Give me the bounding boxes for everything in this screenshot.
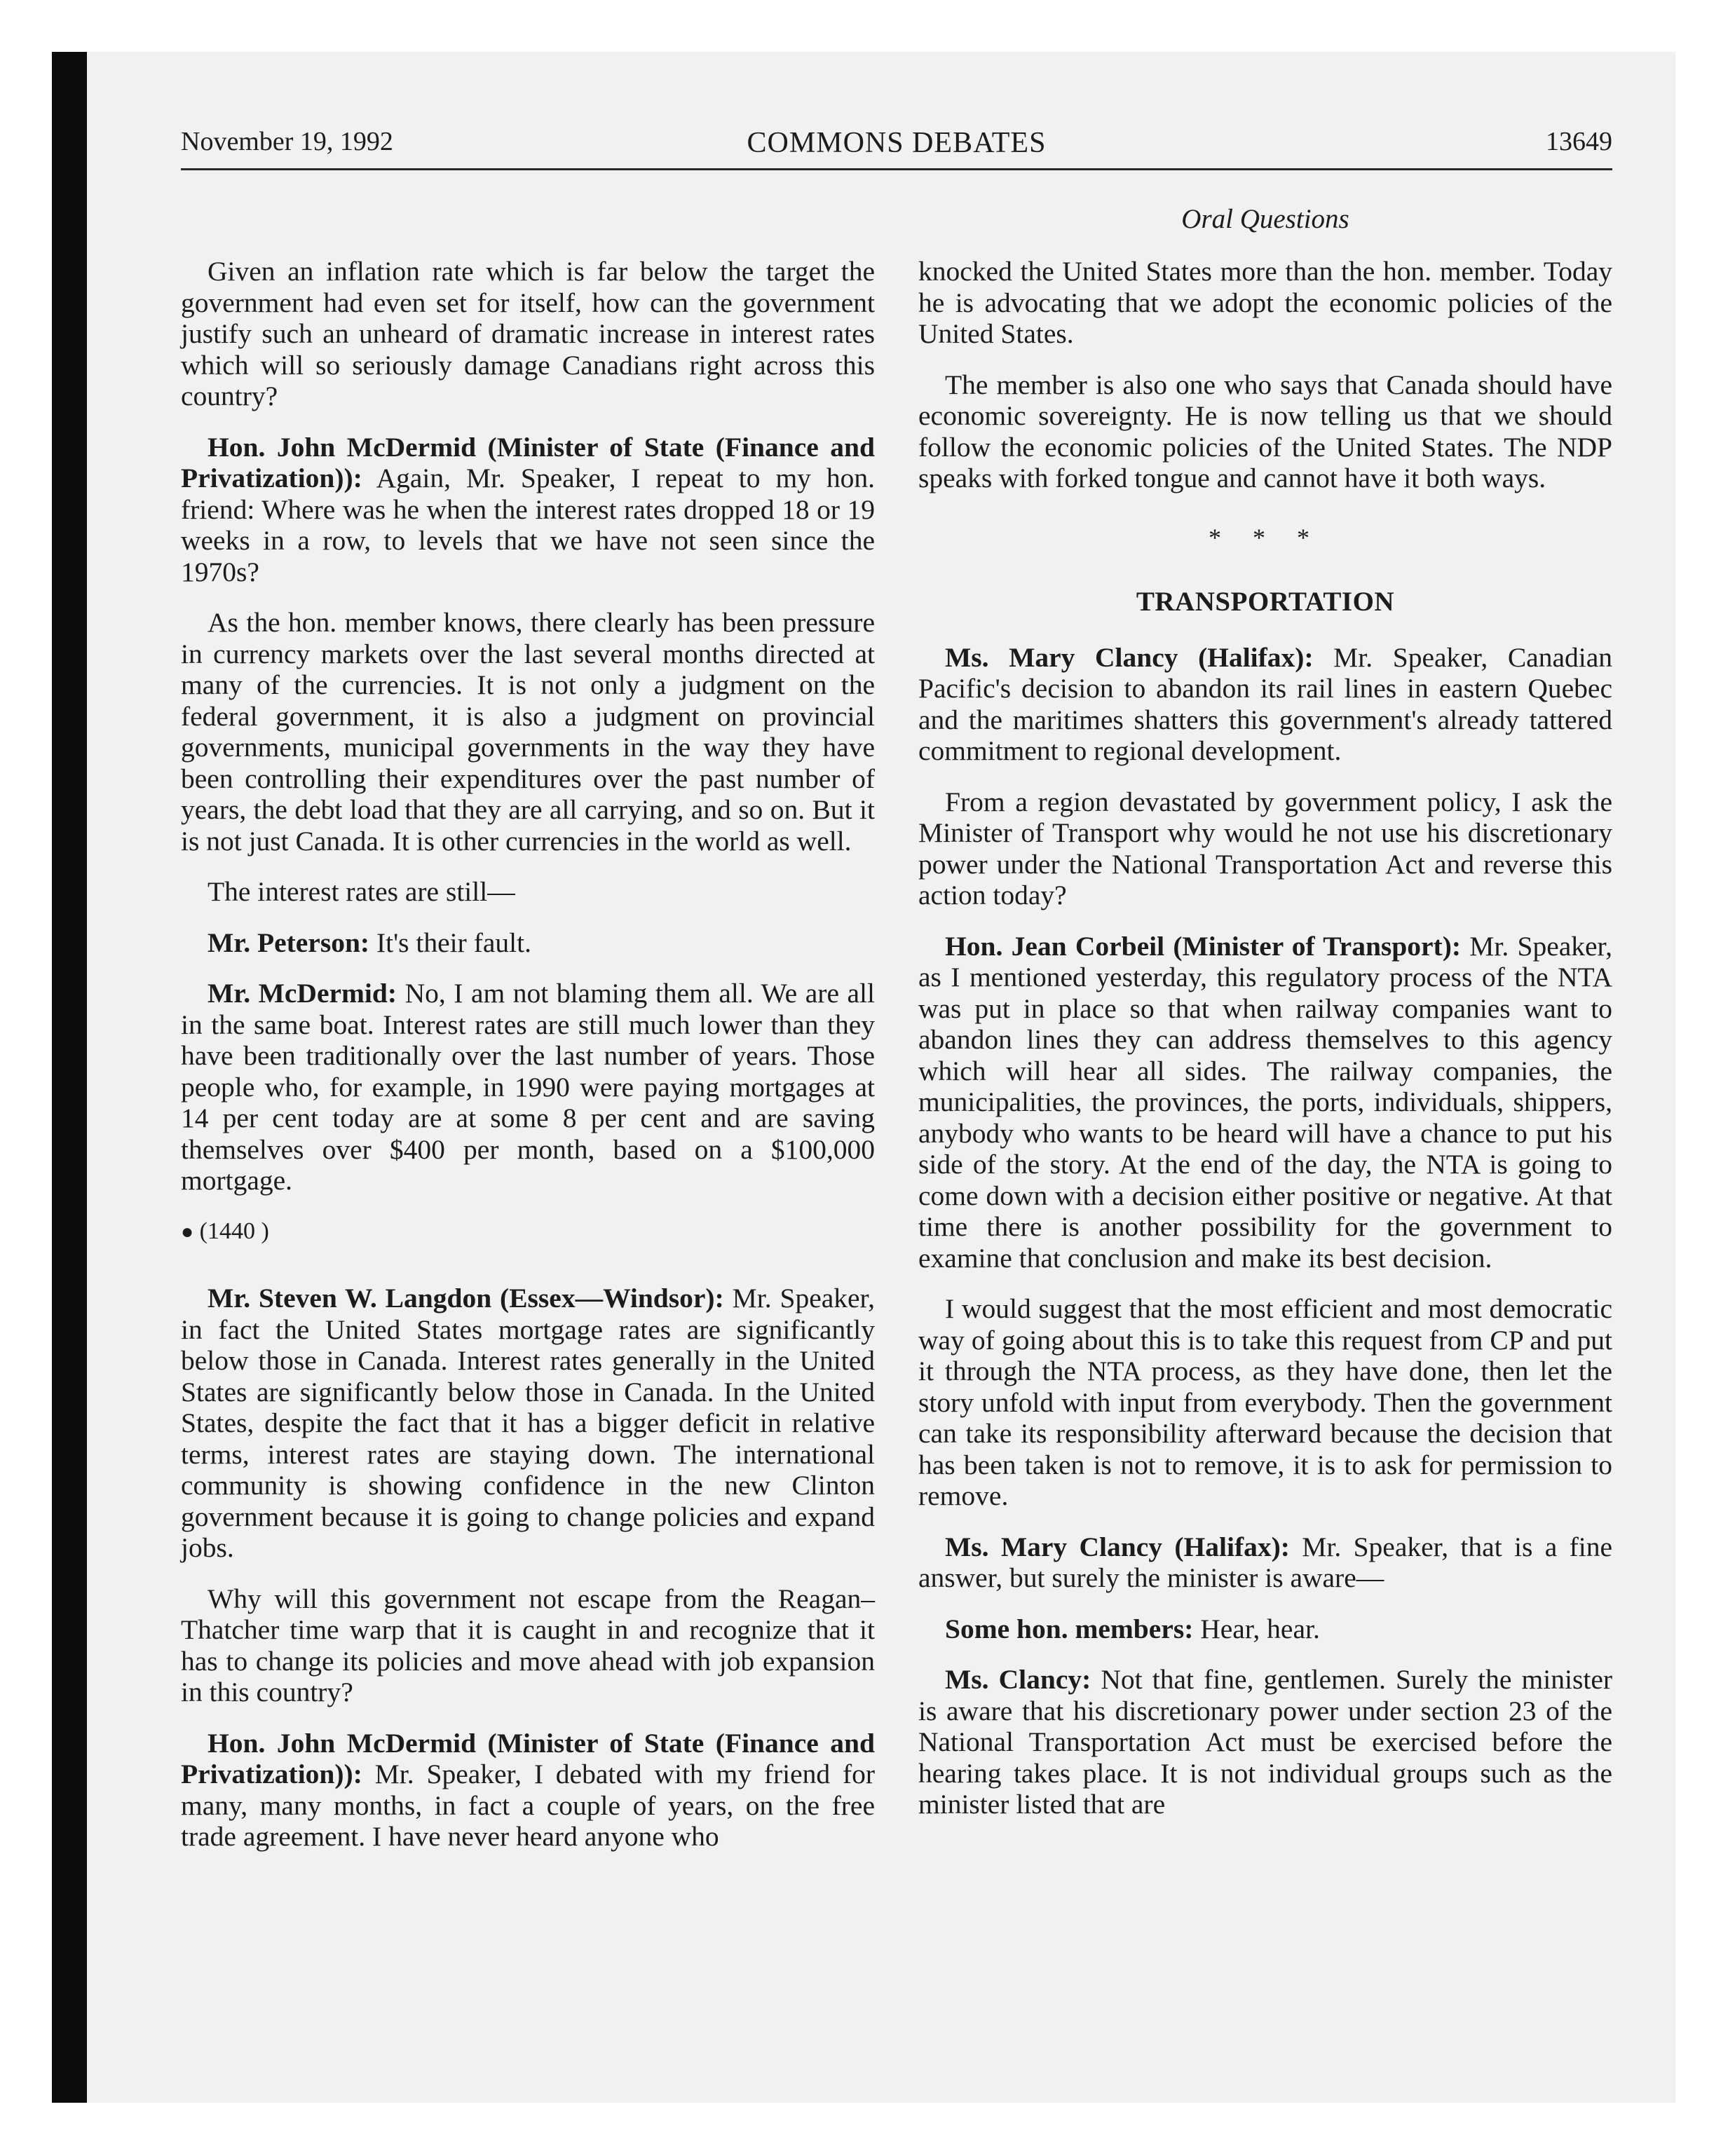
speech-text: Hear, hear. xyxy=(1193,1613,1320,1644)
paragraph: knocked the United States more than the hon. member. Today he is advocating that we adopt the economic policies of the United States. xyxy=(918,256,1612,349)
speech-text: Mr. Speaker, I debated with my friend for many, many months, in fact a couple of years, on the free trade agreement. I have never heard anyone who xyxy=(181,1759,875,1852)
header-page-number: 13649 xyxy=(1546,127,1612,156)
paragraph: From a region devastated by government policy, I ask the Minister of Transport why would he not use his discretionary power under the National Transportation Act and reverse this action today? xyxy=(918,786,1612,910)
speaker-name: Hon. Jean Corbeil (Minister of Transport): xyxy=(945,930,1462,962)
time-marker-text: (1440 ) xyxy=(199,1217,269,1244)
page-header xyxy=(181,126,1612,168)
speaker-name: Ms. Clancy: xyxy=(945,1664,1091,1695)
paragraph: Given an inflation rate which is far below the target the government had even set for itself, how can the government justify such an unheard of dramatic increase in interest rates which will so seriously damage Canadians right across this country? xyxy=(181,256,875,411)
paragraph: As the hon. member knows, there clearly has been pressure in currency markets over the last several months directed at many of the currencies. It is not only a judgment on the federal government, it is also a judgment on provincial governments, municipal governments in the way they have been controlling their expenditures over the past number of years, the debt load that they are all carrying, and so on. But it is not just Canada. It is other currencies in the world as well. xyxy=(181,607,875,857)
left-column xyxy=(181,256,875,1872)
bullet-icon: ● xyxy=(181,1220,194,1243)
paragraph xyxy=(918,642,1612,767)
speaker-name: Mr. Steven W. Langdon (Essex—Windsor): xyxy=(207,1283,724,1314)
speaker-name: Ms. Mary Clancy (Halifax): xyxy=(945,1531,1290,1562)
paragraph xyxy=(181,978,875,1196)
speaker-name: Hon. John McDermid (Minister of State (Finance and Privatization)): xyxy=(181,1727,875,1789)
section-heading: Oral Questions xyxy=(1181,204,1349,234)
header-rule xyxy=(181,168,1612,170)
paragraph: The interest rates are still— xyxy=(207,876,515,907)
speaker-name: Some hon. members: xyxy=(945,1613,1194,1644)
speech-text: No, I am not blaming them all. We are all in the same boat. Interest rates are still much lower than they have been traditionally over the last number of years. Those people who, for example, in 1990 were paying mortgages at 14 per cent today are at some 8 per cent and are saving themselves over $400 per month, based on a $100,000 mortgage. xyxy=(181,978,876,1196)
speech-text: Mr. Speaker, Canadian Pacific's decision to abandon its rail lines in eastern Quebec and the maritimes shatters this government's already tattered commitment to regional development. xyxy=(918,641,1612,766)
right-column xyxy=(918,256,1612,1840)
speech-text: It's their fault. xyxy=(369,927,531,958)
paragraph xyxy=(918,1531,1612,1594)
paragraph xyxy=(918,1613,1612,1645)
paragraph: I would suggest that the most efficient and most democratic way of going about this is to take this request from CP and put it through the NTA process, as they have done, then let the story unfold with input from everybody. Then the government can take its responsibility afterward because the decision that has been taken is not to remove, it is to ask for permission to remove. xyxy=(918,1293,1612,1511)
paragraph xyxy=(181,432,875,588)
topic-heading: TRANSPORTATION xyxy=(1136,587,1395,617)
header-date: November 19, 1992 xyxy=(181,127,393,156)
speech-text: Mr. Speaker, that is a fine answer, but surely the minister is aware— xyxy=(918,1531,1612,1593)
paragraph xyxy=(181,1728,875,1853)
paragraph xyxy=(181,927,875,959)
speaker-name: Hon. John McDermid (Minister of State (Finance and Privatization)): xyxy=(181,431,875,493)
speech-text: Mr. Speaker, as I mentioned yesterday, this regulatory process of the NTA was put in place so that when railway companies want to abandon lines they can address themselves to this agency which will hear all sides. The railway companies, the municipalities, the provinces, the ports, individuals, shippers, anybody who wants to be heard will have a chance to put his side of the story. At the end of the day, the NTA is going to come down with a decision either positive or negative. At that time there is another possibility for the government to examine that conclusion and make its best decision. xyxy=(918,930,1613,1274)
paragraph xyxy=(918,1664,1612,1820)
speech-text: Mr. Speaker, in fact the United States mortgage rates are significantly below those in Canada. Interest rates generally in the United States are significantly below those in Canada. In the United States, despite the fact that it has a bigger deficit in relative terms, interest rates are staying down. The international community is showing confidence in the new Clinton government because it is going to change policies and expand jobs. xyxy=(181,1283,876,1563)
speaker-name: Mr. Peterson: xyxy=(207,927,370,958)
speech-text: Not that fine, gentlemen. Surely the minister is aware that his discretionary power under section 23 of the National Transportation Act must be exercised before the hearing takes place. It is not individual groups such as the minister listed that are xyxy=(918,1664,1613,1820)
paragraph xyxy=(181,1283,875,1564)
speaker-name: Ms. Mary Clancy (Halifax): xyxy=(945,641,1314,673)
header-publication: COMMONS DEBATES xyxy=(747,127,1047,159)
paragraph xyxy=(918,931,1612,1274)
time-marker xyxy=(181,1216,875,1248)
paragraph: Why will this government not escape from the Reagan–Thatcher time warp that it is caught in and recognize that it has to change its policies and move ahead with job expansion in this country? xyxy=(181,1583,875,1707)
paragraph: The member is also one who says that Canada should have economic sovereignty. He is now telling us that we should follow the economic policies of the United States. The NDP speaks with forked tongue and cannot have it both ways. xyxy=(918,369,1612,493)
section-separator: * * * xyxy=(1209,523,1322,552)
binding-edge xyxy=(52,52,87,2103)
speaker-name: Mr. McDermid: xyxy=(207,978,397,1009)
speech-text: Again, Mr. Speaker, I repeat to my hon. friend: Where was he when the interest rates dropped 18 or 19 weeks in a row, to levels that we have not seen since the 1970s? xyxy=(181,463,875,587)
